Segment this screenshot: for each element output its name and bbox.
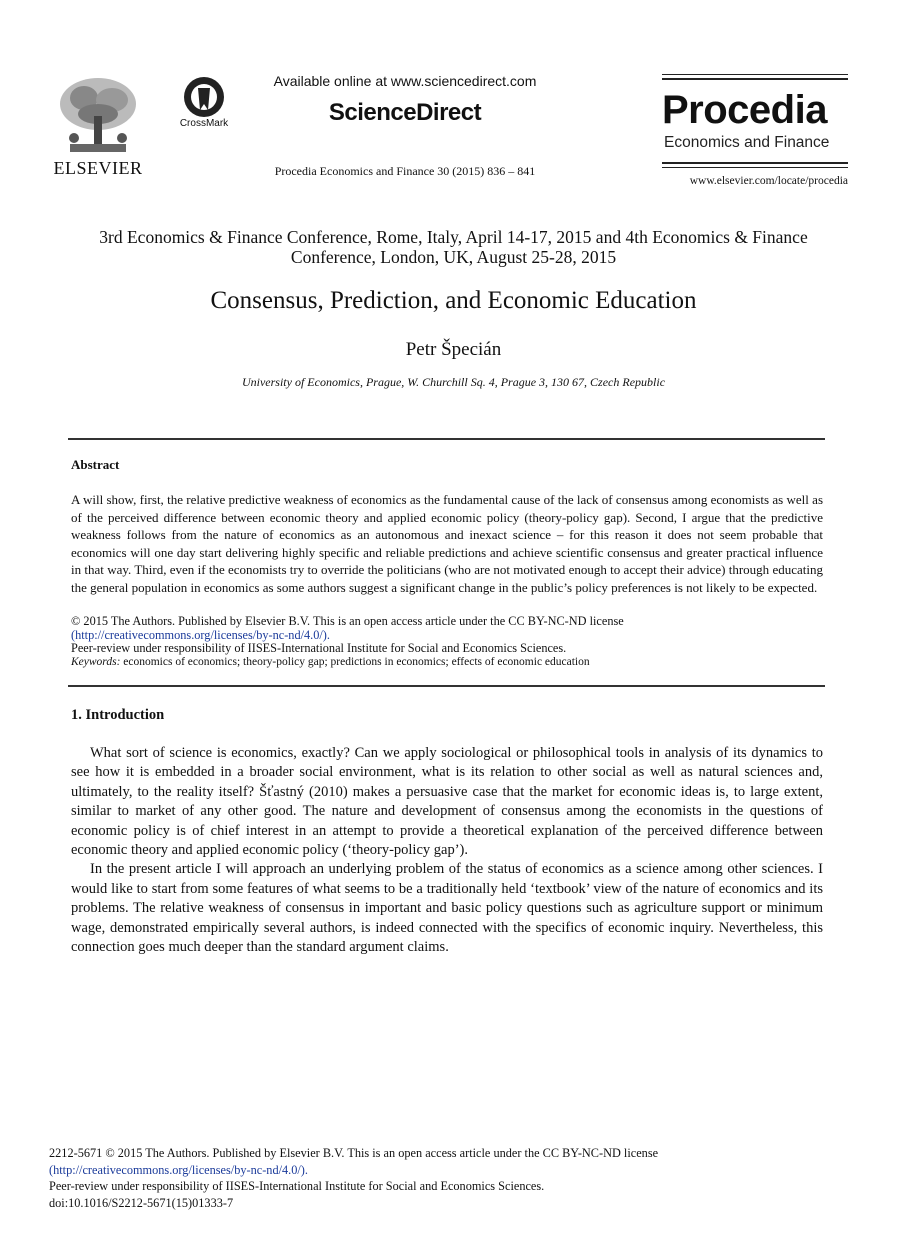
copyright-line: © 2015 The Authors. Published by Elsevier B.V. This is an open access article under the CC BY-NC-ND license — [71, 614, 624, 628]
paper-title: Consensus, Prediction, and Economic Education — [210, 287, 697, 314]
introduction-body — [71, 744, 823, 957]
issn-line: 2212-5671 © 2015 The Authors. Published by Elsevier B.V. This is an open access article under the CC BY-NC-ND license — [49, 1146, 659, 1160]
paragraph: What sort of science is economics, exactly? Can we apply sociological or philosophical tools in analysis of its dynamics to see how it is embedded in a broader social environment, what is its relation to other social as well as natural sciences and, ultimately, to the reality itself? Šťastný (2010) makes a persuasive case that the market for economic ideas is, to large extent, similar to market of any other good. The nature and development of consensus among the economists in the questions of economic policy is of chief interest in an attempt to provide a theoretical explanation of the perceived difference between economic theory and applied economic policy (‘theory-policy gap’). — [71, 745, 823, 859]
author-affiliation: University of Economics, Prague, W. Churchill Sq. 4, Prague 3, 130 67, Czech Republic — [241, 375, 666, 389]
license-link[interactable]: (http://creativecommons.org/licenses/by-nc-nd/4.0/). — [71, 627, 330, 642]
doi[interactable]: doi:10.1016/S2212-5671(15)01333-7 — [49, 1195, 234, 1210]
abstract-body: A will show, first, the relative predictive weakness of economics as the fundamental cause of the lack of consensus among economists as well as of the perceived difference between economic theory and applied economic policy (theory-policy gap). Second, I argue that the predictive weakness follows from the nature of economics as an autonomous and inexact science – for this reason it does not seem probable that economics will one day start delivering highly specific and reliable predictions and achieve scientific consensus and greater practical influence in that way. Third, even if the economists try to override the politicians (who are not motivated enough to accept their advice) through educating the general population in economics as some authors suggest a significant change in the public’s policy preferences is not likely to be expected. — [71, 492, 823, 595]
available-online-text: Available online at www.sciencedirect.com — [273, 73, 537, 89]
elsevier-wordmark: ELSEVIER — [53, 158, 143, 178]
paragraph: In the present article I will approach an underlying problem of the status of economics as a science among other sciences. I would like to start from some features of what seems to be a traditionally held ‘textbook’ view of the nature of economics and its problems. The relative weakness of consensus in important and basic policy questions such as agriculture support or minimum wage, demonstrated empirically several authors, is indeed connected with the specifics of economic inquiry. Nevertheless, this connection goes much deeper than the standard argument claims. — [71, 861, 823, 956]
procedia-title: Procedia — [662, 88, 827, 132]
procedia-journal-logo — [662, 74, 848, 194]
divider — [68, 685, 825, 687]
journal-reference: Procedia Economics and Finance 30 (2015) 836 – 841 — [274, 164, 536, 178]
footer-block — [49, 1145, 829, 1211]
journal-url-link[interactable]: www.elsevier.com/locate/procedia — [689, 175, 848, 187]
footer-peer-review: Peer-review under responsibility of IISES-International Institute for Social and Economics Sciences. — [49, 1179, 545, 1193]
peer-review-line: Peer-review under responsibility of IISES-International Institute for Social and Economics Sciences. — [71, 641, 567, 655]
divider — [662, 167, 848, 168]
divider — [662, 78, 848, 80]
keywords-label: Keywords: — [71, 655, 121, 668]
keywords-line — [71, 656, 823, 670]
procedia-subtitle: Economics and Finance — [664, 134, 830, 151]
divider — [68, 438, 825, 440]
crossmark-label: CrossMark — [179, 118, 229, 129]
conference-line: 3rd Economics & Finance Conference, Rome, Italy, April 14-17, 2015 and 4th Economics & Finance Conference, London, UK, August 25-28, 2015 — [99, 227, 808, 267]
divider — [662, 162, 848, 164]
abstract-license-block — [71, 615, 823, 669]
divider — [662, 74, 848, 75]
sciencedirect-logo[interactable]: ScienceDirect — [328, 99, 482, 126]
abstract-heading: Abstract — [71, 457, 120, 472]
author-name: Petr Špecián — [405, 339, 502, 360]
section-heading-introduction: 1. Introduction — [71, 707, 165, 723]
keywords-text: economics of economics; theory-policy gap; predictions in economics; effects of economic education — [123, 655, 590, 668]
footer-license-link[interactable]: (http://creativecommons.org/licenses/by-nc-nd/4.0/). — [49, 1162, 308, 1177]
